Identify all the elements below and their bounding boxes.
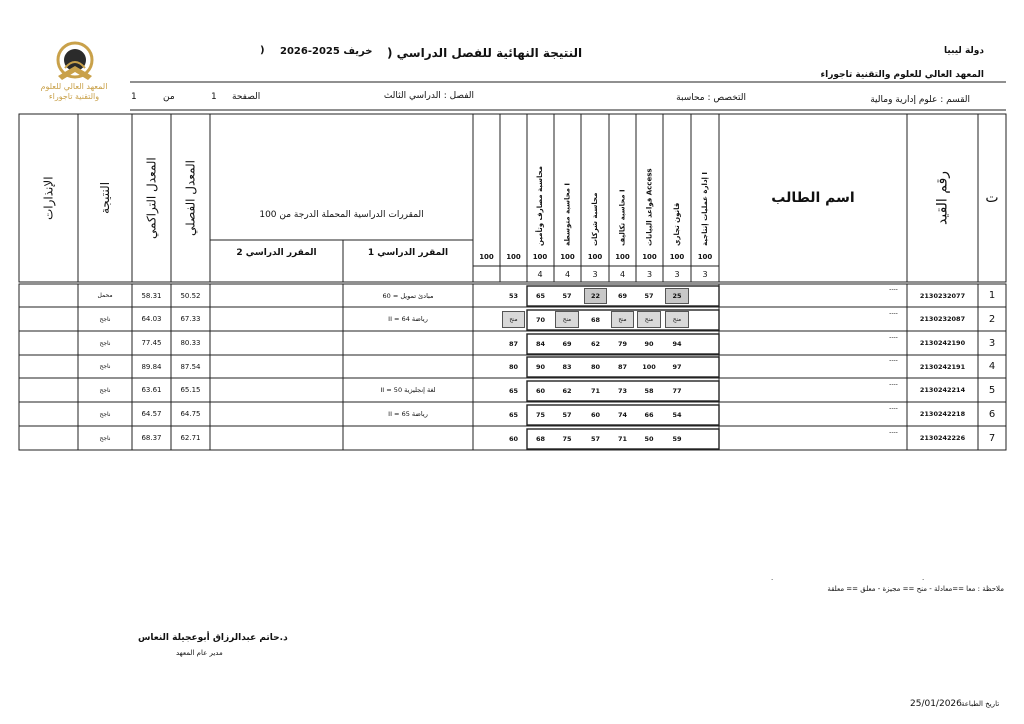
row-result: محمل <box>97 292 113 299</box>
row-semester-avg: 62.71 <box>180 434 201 442</box>
row-student-id: 2130242226 <box>919 434 966 442</box>
row-index: 3 <box>988 337 996 349</box>
course-name-8 <box>500 118 527 246</box>
col-header-carry1: المقرر الدراسي 1 <box>367 248 449 258</box>
row-student-name: ---- <box>889 428 898 436</box>
report-title-text: النتيجة النهائية للفصل الدراسي ( <box>387 46 583 60</box>
col-header-semester-avg: المعدل الفصلي <box>183 160 198 236</box>
course-units-9 <box>473 267 500 281</box>
row-result: ناجح <box>99 410 111 418</box>
course-max-7: 100 <box>532 253 548 261</box>
row-result: ناجح <box>99 386 111 394</box>
department-value: علوم إدارية ومالية <box>870 95 938 105</box>
row-cum-avg: 64.03 <box>141 315 162 323</box>
grade-cell: 90 <box>535 363 546 371</box>
row-carry2 <box>210 355 343 378</box>
row-carry1: رياضة II = 64 <box>388 315 428 323</box>
signatory-name: د.حاتم عبدالرزاق أبوعجيلة النعاس <box>138 633 288 643</box>
row-semester-avg: 50.52 <box>180 291 201 300</box>
row-carry1 <box>343 331 473 355</box>
row-warnings <box>19 284 78 307</box>
grade-cell: 71 <box>590 386 601 395</box>
grade-cell: 57 <box>562 292 572 300</box>
row-warnings <box>19 331 78 355</box>
row-cum-avg: 58.31 <box>141 291 162 300</box>
grade-cell: 84 <box>535 339 546 348</box>
row-result: ناجح <box>99 363 111 370</box>
grade-cell: 70 <box>535 315 546 324</box>
course-units-4: 4 <box>619 269 626 279</box>
row-carry2 <box>210 378 343 402</box>
footer-dot-left: . <box>771 574 774 582</box>
course-name-6: محاسبة متوسطة I <box>563 182 572 246</box>
grade-cell: 90 <box>644 339 654 348</box>
grade-cell: 60 <box>535 386 546 395</box>
course-max-6: 100 <box>560 253 575 261</box>
row-student-name: ---- <box>889 380 898 388</box>
col-header-subjects: المقررات الدراسية المحملة الدرجة من 100 <box>259 210 424 220</box>
grade-cell: 58 <box>644 386 654 395</box>
row-carry1 <box>343 355 473 378</box>
row-result: ناجح <box>99 315 111 323</box>
row-result: ناجح <box>99 434 111 442</box>
course-max-8: 100 <box>506 253 521 261</box>
grade-cell: 65 <box>535 292 546 300</box>
print-date: 25/01/2026 <box>910 699 962 709</box>
grade-cell: 60 <box>508 434 519 443</box>
grade-cell: منح <box>637 311 661 328</box>
grade-cell: 65 <box>508 410 519 419</box>
row-warnings <box>19 378 78 402</box>
course-name-3: قواعد البيانات Access <box>645 168 654 246</box>
institute-name: المعهد العالي للعلوم والتقنية تاجوراء <box>820 70 984 80</box>
department-info <box>870 95 970 105</box>
semester-label: الفصل : <box>443 91 474 101</box>
course-name-9 <box>473 118 500 246</box>
course-units-8 <box>500 267 527 281</box>
term-value: خريف 2025-2026 <box>280 46 373 57</box>
row-semester-avg: 64.75 <box>180 410 201 418</box>
grade-cell: 25 <box>665 288 689 304</box>
course-units-6: 4 <box>564 269 571 279</box>
grade-cell: منح <box>611 311 634 328</box>
row-student-name: ---- <box>889 333 898 341</box>
course-name-1: إدارة عمليات إنتاجية I <box>701 172 709 246</box>
grade-cell: 59 <box>672 434 682 443</box>
report-title <box>387 46 582 60</box>
grade-cell: 22 <box>584 288 607 304</box>
course-name-4: محاسبة تكاليف I <box>618 189 627 246</box>
grade-cell: 68 <box>535 434 546 443</box>
course-name-7: محاسبة مصارف وتأمين <box>536 166 544 246</box>
term-label <box>280 46 372 57</box>
row-index: 2 <box>988 313 996 325</box>
row-student-name: ---- <box>889 309 898 317</box>
row-student-name: ---- <box>889 404 898 412</box>
grade-cell: 74 <box>617 410 628 419</box>
grade-cell: 62 <box>562 386 572 395</box>
col-header-name: اسم الطالب <box>771 190 855 206</box>
grade-cell: 83 <box>562 363 572 371</box>
course-units-7: 4 <box>537 269 543 279</box>
specialization-info <box>676 93 746 103</box>
row-index: 5 <box>988 384 996 396</box>
course-max-5: 100 <box>587 253 603 261</box>
grade-cell: 65 <box>508 386 519 395</box>
col-header-index: ت <box>985 190 999 206</box>
col-header-id: رقم القيد <box>934 170 951 226</box>
term-close-paren: ) <box>260 45 265 56</box>
semester-info <box>384 91 474 101</box>
logo-caption: المعهد العالي للعلوم والتقنية تاجوراء <box>40 82 108 101</box>
row-result: ناجح <box>99 339 111 347</box>
grade-cell: 69 <box>617 292 628 300</box>
grade-cell: منح <box>555 311 579 328</box>
row-carry1: رياضة II = 65 <box>388 410 428 418</box>
grade-cell: 60 <box>590 410 601 419</box>
semester-value: الدراسي الثالث <box>383 91 441 101</box>
row-semester-avg: 87.54 <box>180 362 201 371</box>
grade-cell: 87 <box>508 339 519 348</box>
grade-cell: 54 <box>672 410 682 419</box>
grade-cell: 57 <box>562 410 572 419</box>
row-warnings <box>19 402 78 426</box>
row-cum-avg: 68.37 <box>141 434 162 442</box>
row-warnings <box>19 355 78 378</box>
col-header-cum-avg: المعدل التراكمي <box>144 157 159 239</box>
row-carry1 <box>343 426 473 450</box>
grade-cell: 75 <box>562 434 572 443</box>
course-max-4: 100 <box>615 253 630 261</box>
col-header-carry2: المقرر الدراسي 2 <box>236 248 317 258</box>
grade-cell: 87 <box>617 363 628 371</box>
col-header-result: النتيجة <box>98 181 112 215</box>
course-name-2: قانون تجاري <box>673 202 681 246</box>
grade-cell: منح <box>502 311 525 328</box>
row-index: 4 <box>988 361 996 372</box>
course-max-1: 100 <box>697 253 713 261</box>
signatory-title: مدير عام المعهد <box>176 649 223 657</box>
row-carry2 <box>210 307 343 331</box>
grade-cell: 79 <box>617 339 628 348</box>
row-student-id: 2130232087 <box>919 315 966 323</box>
grade-cell: 69 <box>562 339 572 348</box>
row-semester-avg: 80.33 <box>180 339 201 347</box>
row-index: 1 <box>988 290 996 301</box>
specialization-label: التخصص : <box>707 93 746 103</box>
course-max-2: 100 <box>669 253 685 261</box>
row-semester-avg: 67.33 <box>180 315 201 323</box>
col-header-warnings: الإنذارات <box>41 176 56 220</box>
country-name: دولة ليبيا <box>944 46 984 56</box>
course-max-9: 100 <box>479 253 494 261</box>
grade-cell: 80 <box>590 363 601 371</box>
grade-cell: 71 <box>617 434 628 443</box>
grade-cell: 68 <box>590 315 601 324</box>
department-label: القسم : <box>940 95 970 105</box>
grade-cell: 80 <box>508 363 519 371</box>
course-max-3: 100 <box>642 253 657 261</box>
row-cum-avg: 77.45 <box>141 339 162 347</box>
grade-cell: 73 <box>617 386 628 395</box>
of-label: من <box>163 92 175 102</box>
footer-note: ملاحظة : معا ==معادلة - منح == مجيزة - معلق == معلقة <box>827 585 1004 593</box>
grade-cell: 97 <box>672 363 682 371</box>
row-carry1: لغة إنجليزية II = 50 <box>380 386 436 394</box>
row-student-name: ---- <box>889 286 898 293</box>
grade-cell: 94 <box>672 339 682 348</box>
row-carry2 <box>210 331 343 355</box>
total-pages: 1 <box>131 92 137 102</box>
grade-cell: 66 <box>644 410 654 419</box>
row-student-id: 2130242218 <box>919 410 966 418</box>
row-student-id: 2130242191 <box>919 362 966 371</box>
row-cum-avg: 63.61 <box>141 386 162 394</box>
grade-cell: 100 <box>642 363 656 371</box>
page-number: 1 <box>211 92 217 102</box>
grade-cell: 57 <box>590 434 601 443</box>
row-carry2 <box>210 402 343 426</box>
row-student-id: 2130232077 <box>919 291 966 300</box>
row-student-name: ---- <box>889 357 898 364</box>
row-semester-avg: 65.15 <box>180 386 201 394</box>
row-index: 6 <box>988 408 996 420</box>
row-carry1: مبادئ تمويل = 60 <box>382 291 434 300</box>
grade-cell: 50 <box>644 434 654 443</box>
grade-cell: 53 <box>508 292 519 300</box>
course-units-2: 3 <box>674 269 680 279</box>
row-student-id: 2130242214 <box>919 386 966 394</box>
row-carry2 <box>210 426 343 450</box>
print-date-label: تاريخ الطباعة <box>961 700 1000 708</box>
row-cum-avg: 64.57 <box>141 410 162 418</box>
row-student-id: 2130242190 <box>919 339 966 347</box>
grade-cell: 77 <box>672 386 682 395</box>
grade-cell: 75 <box>535 410 546 419</box>
grade-cell: 62 <box>590 339 601 348</box>
row-warnings <box>19 426 78 450</box>
grade-cell: 57 <box>644 292 654 300</box>
row-cum-avg: 89.84 <box>141 362 162 371</box>
row-index: 7 <box>988 432 996 444</box>
course-units-5: 3 <box>592 269 598 279</box>
course-units-1: 3 <box>702 269 708 279</box>
specialization-value: محاسبة <box>676 93 705 103</box>
page-label: الصفحة <box>232 92 261 102</box>
row-warnings <box>19 307 78 331</box>
grade-cell: منح <box>665 311 689 328</box>
course-name-5: محاسبة شركات <box>591 192 599 246</box>
footer-dot-right: . <box>922 574 925 582</box>
course-units-3: 3 <box>646 269 653 279</box>
row-carry2 <box>210 284 343 307</box>
